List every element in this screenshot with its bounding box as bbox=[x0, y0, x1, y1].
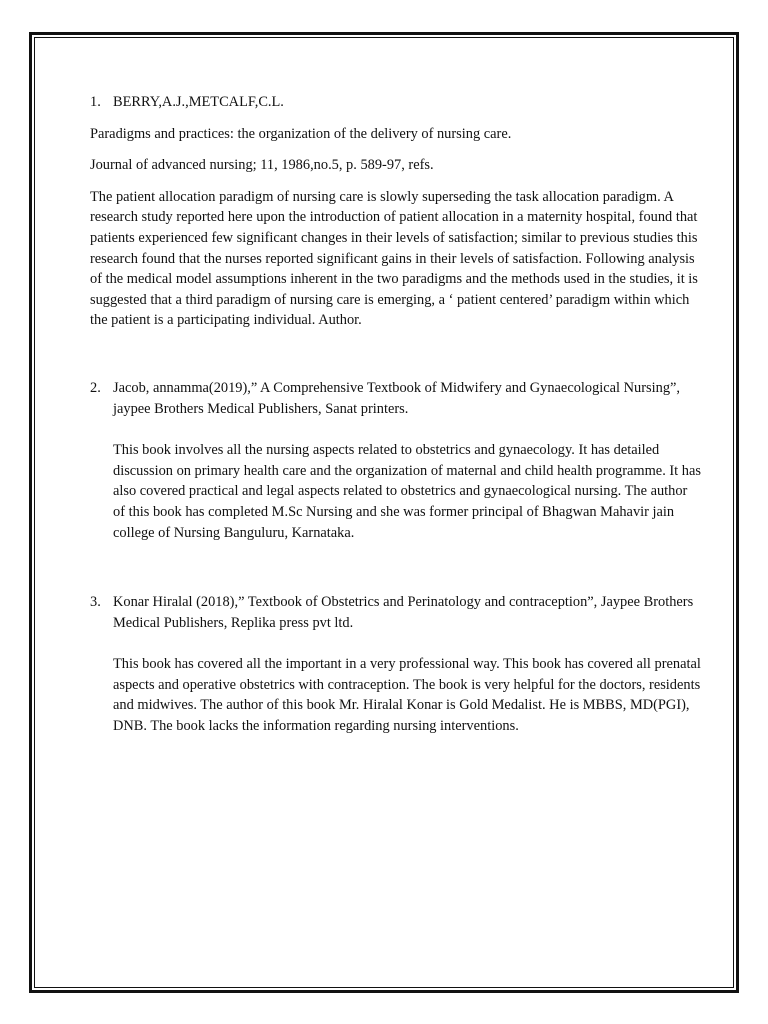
reference-2-number: 2. bbox=[90, 379, 101, 396]
reference-3-description: This book has covered all the important in a very professional way. This book has covered all prenatal aspects and operative obstetrics with contraception. The book is very helpful for the doctors, residents and midwives. The author of this book Mr. Hiralal Konar is Gold Medalist. He is MBBS, MD(PGI), DNB. The book lacks the information regarding nursing interventions. bbox=[113, 656, 701, 735]
reference-1-header bbox=[90, 92, 702, 113]
reference-3-number: 3. bbox=[90, 594, 101, 611]
reference-1-journal: Journal of advanced nursing; 11, 1986,no.5, p. 589-97, refs. bbox=[90, 157, 434, 174]
reference-entry-2 bbox=[90, 378, 702, 543]
reference-1-number: 1. bbox=[90, 94, 101, 110]
reference-2-header bbox=[90, 378, 702, 419]
reference-1-citation: BERRY,A.J.,METCALF,C.L. bbox=[113, 94, 284, 110]
reference-1-title: Paradigms and practices: the organization of the delivery of nursing care. bbox=[90, 125, 512, 142]
reference-2-citation: Jacob, annamma(2019),” A Comprehensive Textbook of Midwifery and Gynaecological Nursing”, jaypee Brothers Medical Publishers, Sanat printers. bbox=[113, 379, 681, 417]
reference-2-description: This book involves all the nursing aspects related to obstetrics and gynaecology. It has detailed discussion on primary health care and the organization of maternal and child health programme. It has also covered practical and legal aspects related to obstetrics and gynaecological nursing. The author of this book has completed M.Sc Nursing and she was former principal of Bhagwan Mahavir jain college of Nursing Banguluru, Karnataka. bbox=[113, 442, 701, 541]
reference-3-header bbox=[90, 592, 702, 633]
reference-entry-3 bbox=[90, 592, 702, 737]
reference-entry-1 bbox=[90, 92, 702, 331]
reference-1-description: The patient allocation paradigm of nursing care is slowly superseding the task allocation paradigm. A research study reported here upon the introduction of patient allocation in a maternity hospital, found that patients experienced few significant changes in their levels of satisfaction; similar to previous studies this research found that the nurses reported significant gains in their levels of satisfaction. Following analysis of the medical model assumptions inherent in the two paradigms and the methods used in the studies, it is suggested that a third paradigm of nursing care is emerging, a ‘ patient centered’ paradigm within which the patient is a participating individual. Author. bbox=[90, 188, 698, 329]
reference-3-citation: Konar Hiralal (2018),” Textbook of Obstetrics and Perinatology and contraception”, Jaypee Brothers Medical Publishers, Replika press pvt ltd. bbox=[113, 594, 694, 631]
document-content bbox=[90, 92, 702, 737]
